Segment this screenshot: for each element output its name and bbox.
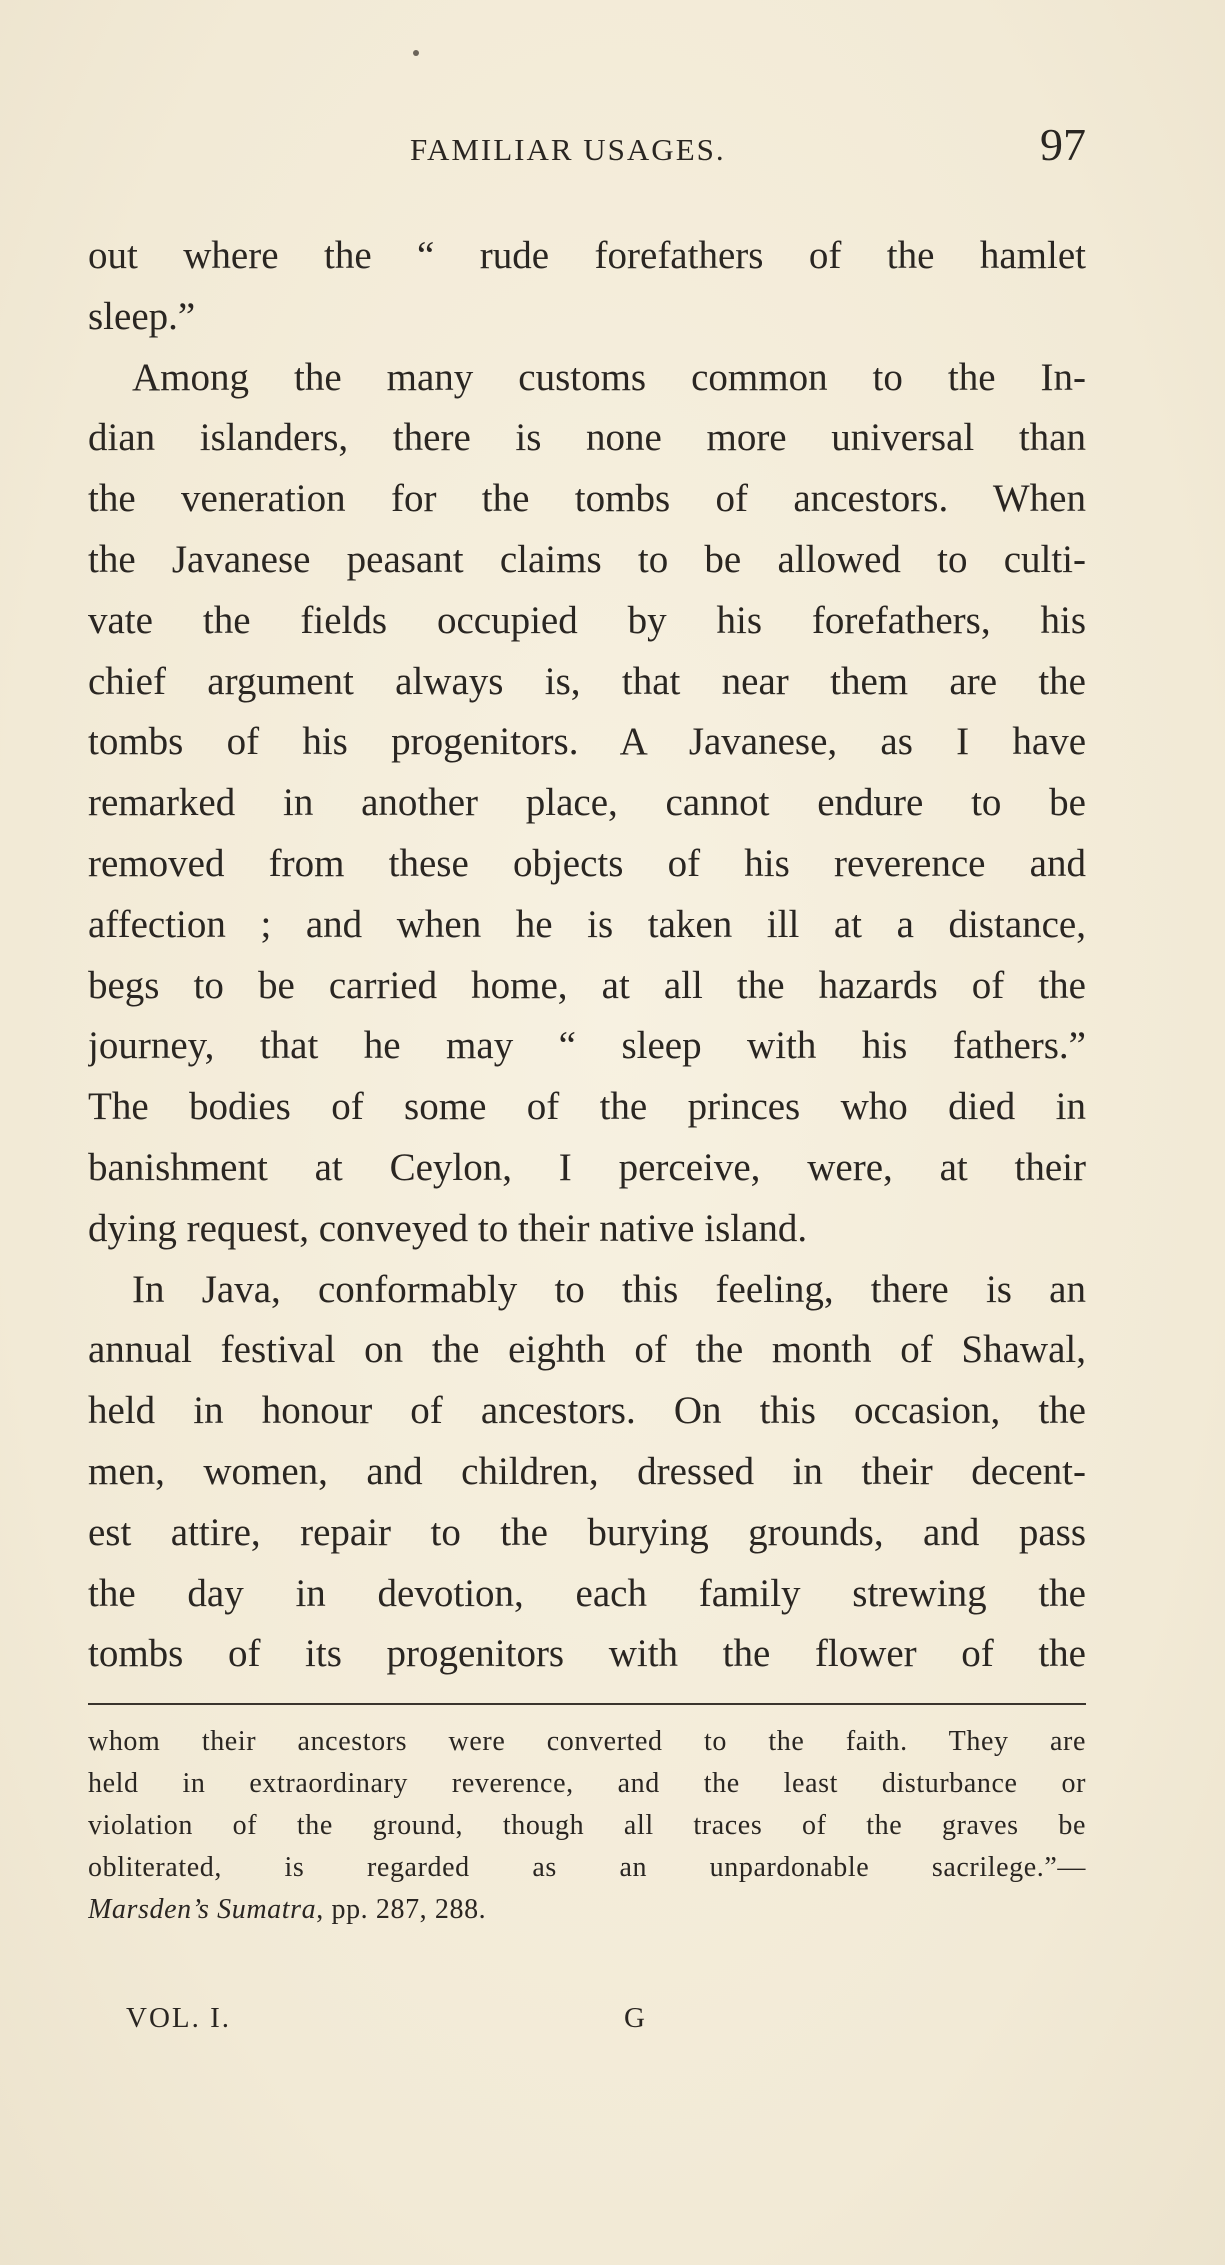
body-line: banishment at Ceylon, I perceive, were, at their bbox=[88, 1145, 1086, 1189]
body-line: men, women, and children, dressed in their decent- bbox=[88, 1449, 1086, 1493]
body-text bbox=[88, 226, 1086, 1685]
body-line: sleep.” bbox=[88, 294, 196, 338]
volume-signature: VOL. I. bbox=[126, 2002, 232, 2034]
body-line: chief argument always is, that near them are the bbox=[88, 659, 1086, 703]
body-line: tombs of his progenitors. A Javanese, as I have bbox=[88, 720, 1086, 764]
footnote-rule bbox=[88, 1703, 1086, 1705]
body-line: affection ; and when he is taken ill at a distance, bbox=[88, 902, 1086, 946]
body-line: the veneration for the tombs of ancestors. When bbox=[88, 477, 1086, 521]
citation-pages: , pp. 287, 288. bbox=[316, 1894, 487, 1925]
footnote-line: violation of the ground, though all traces of the graves be bbox=[88, 1810, 1086, 1841]
ink-speck bbox=[413, 50, 419, 56]
gathering-mark: G bbox=[624, 2002, 647, 2034]
footnote bbox=[88, 1721, 1086, 1931]
body-line: the Javanese peasant claims to be allowed to culti- bbox=[88, 537, 1086, 581]
body-line: annual festival on the eighth of the month of Shawal, bbox=[88, 1328, 1086, 1372]
page-header bbox=[88, 118, 1086, 188]
page-number: 97 bbox=[1040, 119, 1086, 170]
body-line: dian islanders, there is none more universal than bbox=[88, 416, 1086, 460]
running-head: FAMILIAR USAGES. bbox=[410, 132, 726, 167]
body-line: journey, that he may “ sleep with his fathers.” bbox=[88, 1024, 1086, 1068]
footnote-line: whom their ancestors were converted to the faith. They are bbox=[88, 1726, 1086, 1757]
body-line: Among the many customs common to the In- bbox=[132, 355, 1086, 399]
body-line: dying request, conveyed to their native island. bbox=[88, 1206, 808, 1250]
body-line: remarked in another place, cannot endure to be bbox=[88, 781, 1086, 825]
body-line: removed from these objects of his reverence and bbox=[88, 841, 1086, 885]
body-line: the day in devotion, each family strewing the bbox=[88, 1571, 1086, 1615]
footnote-line: held in extraordinary reverence, and the least disturbance or bbox=[88, 1768, 1086, 1799]
body-line: vate the fields occupied by his forefathers, his bbox=[88, 598, 1086, 642]
body-line: held in honour of ancestors. On this occasion, the bbox=[88, 1389, 1086, 1433]
footnote-citation bbox=[88, 1889, 1086, 1931]
body-line: The bodies of some of the princes who died in bbox=[88, 1085, 1086, 1129]
body-line: est attire, repair to the burying grounds, and pass bbox=[88, 1510, 1086, 1554]
citation-title: Marsden’s Sumatra bbox=[88, 1894, 317, 1925]
body-line: begs to be carried home, at all the hazards of the bbox=[88, 963, 1086, 1007]
body-line: out where the “ rude forefathers of the hamlet bbox=[88, 234, 1086, 277]
body-line: tombs of its progenitors with the flower of the bbox=[88, 1632, 1086, 1676]
footnote-line: obliterated, is regarded as an unpardonable sacrilege.”— bbox=[88, 1852, 1086, 1883]
body-line: In Java, conformably to this feeling, there is an bbox=[132, 1267, 1086, 1311]
